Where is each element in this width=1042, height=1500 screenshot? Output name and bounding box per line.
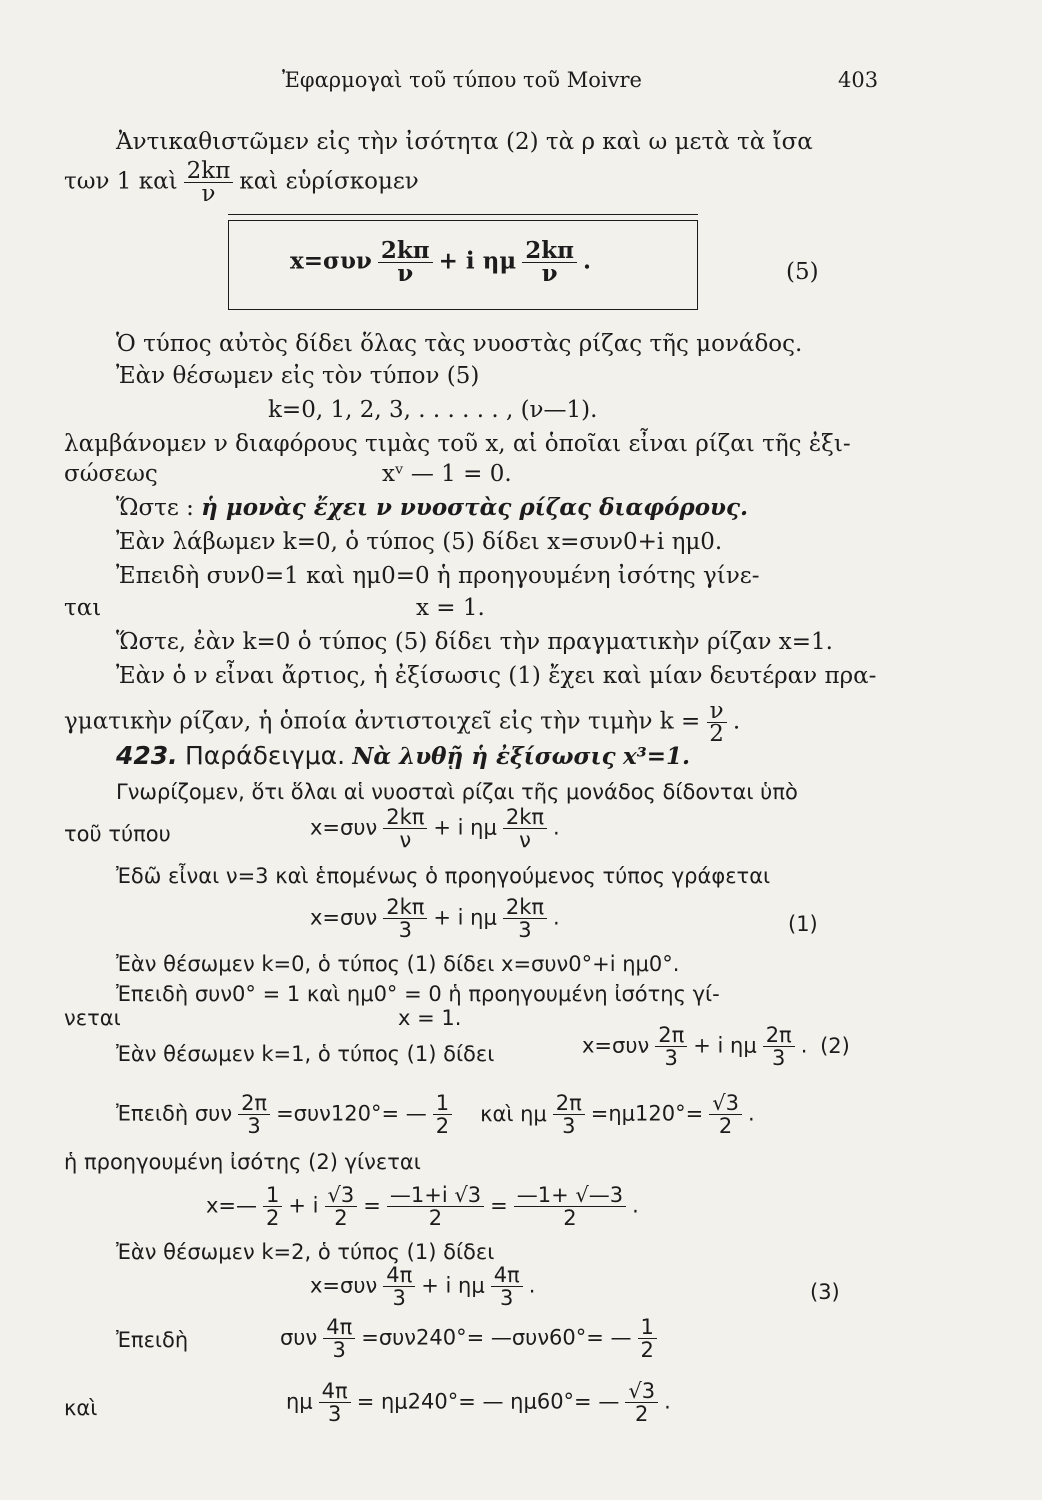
numerator: 1 xyxy=(263,1184,282,1207)
numerator: —1+ √—3 xyxy=(514,1184,626,1207)
fraction xyxy=(514,1184,626,1229)
fraction xyxy=(709,1092,742,1137)
formula-text: . xyxy=(583,247,592,275)
numerator: 2π xyxy=(238,1092,270,1115)
text-line xyxy=(64,160,419,205)
formula-text: . xyxy=(528,1273,536,1298)
equation-label: (2) xyxy=(820,1033,850,1058)
text-line: Ἐὰν ὁ ν εἶναι ἄρτιος, ἡ ἐξίσωσις (1) ἔχει καὶ μίαν δευτέραν πρα- xyxy=(116,663,877,689)
equation xyxy=(280,1316,663,1361)
formula-text: =συν240°= —συν60°= — xyxy=(361,1325,632,1350)
text-line: k=0, 1, 2, 3, . . . . . . , (ν—1). xyxy=(268,397,598,423)
equation: x = 1. xyxy=(416,595,485,621)
numerator: √3 xyxy=(709,1092,742,1115)
numerator: 1 xyxy=(638,1316,657,1339)
numerator: 2kπ xyxy=(503,806,547,829)
emphasis: ἡ μονὰς ἔχει ν νυοστὰς ρίζας διαφόρους. xyxy=(201,494,749,521)
text-line: καὶ xyxy=(64,1396,98,1420)
text-line: Ἀντικαθιστῶμεν εἰς τὴν ἰσότητα (2) τὰ ρ καὶ ω μετὰ τὰ ἴσα xyxy=(116,129,813,155)
text-line: τοῦ τύπου xyxy=(64,822,171,846)
section-statement: Νὰ λυθῇ ἡ ἐξίσωσις xyxy=(352,743,616,770)
text-line xyxy=(116,494,748,522)
equation: x = 1. xyxy=(398,1006,462,1030)
denominator: 2 xyxy=(709,721,724,747)
fraction xyxy=(503,806,547,851)
text-line: Ἐπειδὴ συν0° = 1 καὶ ημ0° = 0 ἡ προηγουμένη ἰσότης γί- xyxy=(116,982,720,1006)
text-line: Γνωρίζομεν, ὅτι ὅλαι αἱ νυοσταὶ ρίζαι τῆς μονάδος δίδονται ὑπὸ xyxy=(116,780,798,804)
numerator: ν xyxy=(707,700,727,723)
numerator: 2π xyxy=(763,1024,795,1047)
text-span: των 1 καὶ xyxy=(64,168,178,195)
numerator: 2π xyxy=(655,1024,687,1047)
formula-text: συν xyxy=(280,1325,318,1350)
numerator: 4π xyxy=(383,1264,415,1287)
fraction xyxy=(655,1024,687,1069)
formula-text: ημ xyxy=(286,1389,313,1414)
formula-text: + i ημ xyxy=(433,905,497,930)
text-line: νεται xyxy=(64,1006,121,1030)
running-header-title: Ἐφαρμογαὶ τοῦ τύπου τοῦ Moivre xyxy=(282,68,642,92)
numerator: 2π xyxy=(553,1092,585,1115)
formula-text: . xyxy=(553,815,560,840)
equation-label: (1) xyxy=(788,912,818,936)
denominator: 3 xyxy=(518,918,532,942)
equation xyxy=(206,1184,639,1229)
fraction xyxy=(706,700,727,745)
formula-text: x=— xyxy=(206,1193,258,1218)
denominator: 3 xyxy=(398,918,412,942)
numerator: √3 xyxy=(325,1184,358,1207)
fraction xyxy=(383,896,427,941)
text-line: Ὥστε, ἐὰν k=0 ὁ τύπος (5) δίδει τὴν πραγματικὴν ρίζαν x=1. xyxy=(116,629,833,655)
section-heading xyxy=(116,742,690,771)
formula-text: x=συν xyxy=(290,247,372,275)
denominator: 3 xyxy=(327,1402,342,1426)
section-number: 423. xyxy=(116,741,178,770)
fraction xyxy=(238,1092,270,1137)
text-line: Ἐπειδὴ συν0=1 καὶ ημ0=0 ἡ προηγουμένη ἰσότης γίνε- xyxy=(116,563,760,589)
equation-label: (5) xyxy=(786,259,819,285)
fraction xyxy=(184,160,234,205)
equation-label: (3) xyxy=(810,1280,840,1304)
text-line: λαμβάνομεν ν διαφόρους τιμὰς τοῦ x, αἱ ὁποῖαι εἶναι ρίζαι τῆς ἐξι- xyxy=(64,431,851,457)
formula-text: x=συν xyxy=(310,1273,378,1298)
formula-text: . xyxy=(664,1389,671,1414)
equation xyxy=(582,1024,850,1069)
section-equation: x³=1. xyxy=(622,743,691,770)
formula-text: + i ημ xyxy=(693,1033,757,1058)
formula-text: . xyxy=(800,1033,808,1058)
numerator: 1 xyxy=(433,1092,452,1115)
equation xyxy=(310,806,560,851)
page-number: 403 xyxy=(838,68,879,92)
denominator: 2 xyxy=(266,1206,280,1230)
fraction xyxy=(378,237,433,287)
numerator: 4π xyxy=(323,1316,355,1339)
denominator: 3 xyxy=(664,1046,678,1070)
denominator: ν xyxy=(541,260,558,287)
text-line: Ἐὰν θέσωμεν k=0, ὁ τύπος (1) δίδει x=συν0°+i ημ0°. xyxy=(116,952,680,976)
text-line xyxy=(64,700,740,745)
numerator: 2kπ xyxy=(383,896,427,919)
fraction xyxy=(638,1316,657,1361)
text-span: Ὥστε : xyxy=(116,495,194,521)
text-line: Ἐὰν θέσωμεν εἰς τὸν τύπον (5) xyxy=(116,363,480,389)
formula-text: = xyxy=(363,1193,381,1218)
formula-text: + i xyxy=(288,1193,319,1218)
denominator: 3 xyxy=(247,1114,261,1138)
fraction xyxy=(387,1184,484,1229)
text-line: Ἐπειδὴ xyxy=(116,1328,189,1352)
denominator: 2 xyxy=(334,1206,348,1230)
formula-text: =συν120°= — xyxy=(276,1101,427,1126)
denominator: 2 xyxy=(640,1338,654,1362)
numerator: 4π xyxy=(491,1264,523,1287)
equation xyxy=(310,1264,535,1309)
formula-text: = xyxy=(490,1193,508,1218)
numerator: —1+i √3 xyxy=(387,1184,484,1207)
text-line: Ἐὰν θέσωμεν k=1, ὁ τύπος (1) δίδει xyxy=(116,1042,495,1066)
fraction xyxy=(553,1092,585,1137)
numerator: 2kπ xyxy=(378,240,433,263)
formula-text: x=συν xyxy=(310,905,378,930)
text-line: ται xyxy=(64,595,102,621)
denominator: ν xyxy=(201,181,216,207)
fraction xyxy=(383,1264,415,1309)
denominator: 3 xyxy=(772,1046,786,1070)
text-line: Ἐδῶ εἶναι ν=3 καὶ ἑπομένως ὁ προηγούμενος τύπος γράφεται xyxy=(116,864,771,888)
text-line: Ἐὰν θέσωμεν k=2, ὁ τύπος (1) δίδει xyxy=(116,1240,495,1264)
numerator: 2kπ xyxy=(522,240,577,263)
text-line: ἡ προηγουμένη ἰσότης (2) γίνεται xyxy=(64,1150,421,1174)
formula-text: . xyxy=(553,905,560,930)
fraction xyxy=(503,896,547,941)
denominator: 3 xyxy=(332,1338,346,1362)
denominator: 3 xyxy=(392,1286,406,1310)
formula-text: x=συν xyxy=(310,815,378,840)
formula-text: x=συν xyxy=(582,1033,650,1058)
text-line: Ὁ τύπος αὐτὸς δίδει ὅλας τὰς νυοστὰς ρίζας τῆς μονάδος. xyxy=(116,331,803,357)
denominator: 2 xyxy=(718,1114,733,1138)
formula-text: + i ημ xyxy=(421,1273,485,1298)
formula-text: + i ημ xyxy=(438,247,517,275)
denominator: ν xyxy=(399,828,412,852)
equation-line xyxy=(116,1092,755,1137)
denominator: 2 xyxy=(435,1114,450,1138)
formula-text: Ἐπειδὴ συν xyxy=(116,1101,233,1126)
fraction xyxy=(763,1024,795,1069)
fraction xyxy=(319,1380,351,1425)
fraction xyxy=(263,1184,282,1229)
formula-text: =ημ120°= xyxy=(590,1101,704,1126)
formula-rule xyxy=(228,214,698,215)
fraction xyxy=(383,806,427,851)
text-line: Ἐὰν λάβωμεν k=0, ὁ τύπος (5) δίδει x=συν0+i ημ0. xyxy=(116,529,723,555)
numerator: 4π xyxy=(319,1380,351,1403)
fraction xyxy=(323,1316,355,1361)
numerator: √3 xyxy=(625,1380,658,1403)
denominator: ν xyxy=(397,260,414,287)
numerator: 2kπ xyxy=(184,160,234,183)
fraction xyxy=(522,237,577,287)
fraction xyxy=(625,1380,658,1425)
formula-text: . xyxy=(747,1101,755,1126)
text-span: καὶ εὑρίσκομεν xyxy=(239,168,419,195)
denominator: 2 xyxy=(635,1402,649,1426)
fraction xyxy=(491,1264,523,1309)
denominator: ν xyxy=(519,828,531,852)
formula-5 xyxy=(290,237,592,287)
equation xyxy=(286,1380,671,1425)
formula-text: + i ημ xyxy=(433,815,497,840)
denominator: 3 xyxy=(500,1286,514,1310)
text-span: . xyxy=(732,708,741,735)
text-line: σώσεως xyxy=(64,461,158,487)
fraction xyxy=(325,1184,358,1229)
fraction xyxy=(433,1092,452,1137)
formula-text: = ημ240°= — ημ60°= — xyxy=(356,1389,620,1414)
denominator: 3 xyxy=(562,1114,576,1138)
denominator: 2 xyxy=(428,1206,443,1230)
formula-text: καὶ ημ xyxy=(480,1101,547,1126)
numerator: 2kπ xyxy=(503,896,547,919)
text-span: γματικὴν ρίζαν, ἡ ὁποία ἀντιστοιχεῖ εἰς τὴν τιμὴν k = xyxy=(64,708,701,735)
denominator: 2 xyxy=(563,1206,577,1230)
numerator: 2kπ xyxy=(383,806,427,829)
equation xyxy=(310,896,560,941)
equation: xᵛ — 1 = 0. xyxy=(382,461,512,487)
section-title: Παράδειγμα. xyxy=(185,741,346,770)
formula-text: . xyxy=(632,1193,639,1218)
